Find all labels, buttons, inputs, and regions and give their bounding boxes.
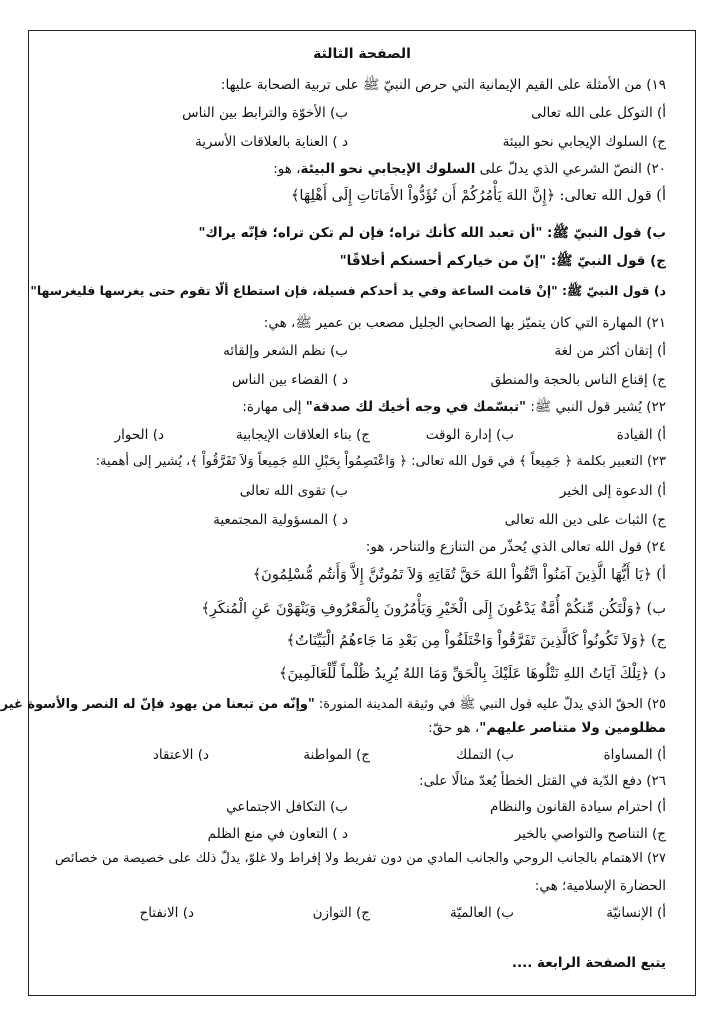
q23-option-d: د ) المسؤولية المجتمعية bbox=[213, 512, 348, 528]
q27-option-a: أ) الإنسانيّة bbox=[606, 905, 666, 921]
q22-option-d: د) الحوار bbox=[114, 427, 164, 443]
q19-option-b: ب) الأخوّة والترابط بين الناس bbox=[182, 105, 348, 121]
q20-option-c: ج) قول النبيّ ﷺ: "إنّ من خياركم أحسنكم أخلاقًا" bbox=[339, 253, 666, 269]
q25-stem-b: ، هو حقّ: bbox=[428, 720, 480, 736]
q26-option-c: ج) التناصح والتواصي بالخير bbox=[514, 826, 666, 842]
q23-option-b: ب) تقوى الله تعالى bbox=[239, 483, 348, 499]
q23-stem: ٢٣) التعبير بكلمة ﴿ جَمِيعاً ﴾ في قول الله تعالى: ﴿ وَاعْتَصِمُواْ بِحَبْلِ اللهِ جَمِيعاً وَلاَ تَفَرَّقُواْ ﴾، يُشير إلى أهمية: bbox=[95, 454, 666, 469]
q27-option-b: ب) العالميّة bbox=[450, 905, 514, 921]
q21-stem: ٢١) المهارة التي كان يتميّز بها الصحابي الجليل مصعب بن عمير ﷺ، هي: bbox=[263, 315, 666, 331]
q25-stem-line1 bbox=[0, 696, 666, 714]
q25-stem-line2 bbox=[46, 719, 666, 737]
q19-option-d: د ) العناية بالعلاقات الأسرية bbox=[194, 134, 348, 150]
q25-option-b: ب) التملك bbox=[456, 747, 514, 763]
q27-option-c: ج) التوازن bbox=[312, 905, 370, 921]
q21-option-b: ب) نظم الشعر وإلقائه bbox=[223, 343, 348, 359]
q25-option-a: أ) المساواة bbox=[603, 747, 666, 763]
q19-option-a: أ) التوكل على الله تعالى bbox=[531, 105, 666, 121]
q25-stem-bold: "وإنّه من تبعنا من يهود فإنّ له النصر والأسوة غير bbox=[0, 697, 315, 712]
q22-stem-b: إلى مهارة: bbox=[242, 399, 302, 415]
q25-option-c: ج) المواطنة bbox=[303, 747, 370, 763]
q24-stem: ٢٤) قول الله تعالى الذي يُحذّر من التنازع والتناحر، هو: bbox=[365, 539, 666, 555]
q27-stem-line2: الحضارة الإسلامية؛ هي: bbox=[534, 878, 666, 894]
q26-option-a: أ) احترام سيادة القانون والنظام bbox=[490, 799, 666, 815]
q22-stem bbox=[46, 398, 666, 416]
q20-option-b: ب) قول النبيّ ﷺ: "أن تعبد الله كأنك تراه؛ فإن لم تكن تراه؛ فإنّه يراك" bbox=[198, 225, 666, 241]
q21-option-a: أ) إتقان أكثر من لغة bbox=[554, 343, 666, 359]
q24-option-c: ج) ﴿وَلاَ تَكُونُواْ كَالَّذِينَ تَفَرَّقُواْ وَاخْتَلَفُواْ مِن بَعْدِ مَا جَاءهُمُ الْبَيِّنَاتُ﴾ bbox=[286, 633, 666, 649]
q24-option-b: ب) ﴿وَلْتَكُن مِّنكُمْ أُمَّةٌ يَدْعُونَ إِلَى الْخَيْرِ وَيَأْمُرُونَ بِالْمَعْرُوفِ وَيَنْهَوْنَ عَنِ الْمُنكَرِ﴾ bbox=[201, 601, 666, 617]
q22-option-c: ج) بناء العلاقات الإيجابية bbox=[236, 427, 370, 443]
q27-option-d: د) الانفتاح bbox=[139, 905, 194, 921]
q20-stem-b: ، هو: bbox=[273, 161, 301, 177]
q19-option-c: ج) السلوك الإيجابي نحو البيئة bbox=[502, 134, 666, 150]
q20-stem-bold: السلوك الإيجابي نحو البيئة bbox=[300, 161, 476, 177]
page-title: الصفحة الثالثة bbox=[313, 46, 411, 62]
q26-option-d: د ) التعاون في منع الظلم bbox=[207, 826, 348, 842]
q21-option-c: ج) إقناع الناس بالحجة والمنطق bbox=[490, 372, 666, 388]
page-footer: يتبع الصفحة الرابعة .... bbox=[511, 955, 666, 971]
q25-stem-bold2: مظلومين ولا متناصر عليهم" bbox=[479, 720, 666, 736]
q19-stem: ١٩) من الأمثلة على القيم الإيمانية التي حرص النبيّ ﷺ على تربية الصحابة عليها: bbox=[220, 77, 666, 93]
q20-option-a: أ) قول الله تعالى: ﴿إِنَّ اللهَ يَأْمُرُكُمْ أَن تُؤَدُّواْ الأَمَانَاتِ إِلَى أَهْلِهَا﴾ bbox=[290, 188, 666, 204]
q22-option-a: أ) القيادة bbox=[616, 427, 666, 443]
q22-stem-bold: "تبسّمك في وجه أخيك لك صدقة" bbox=[305, 399, 527, 415]
q24-option-a: أ) ﴿يَا أَيُّهَا الَّذِينَ آمَنُواْ اتَّقُواْ اللهَ حَقَّ تُقَاتِهِ وَلاَ تَمُوتُنَّ إِلاَّ وَأَنتُم مُّسْلِمُونَ﴾ bbox=[252, 567, 666, 583]
q25-stem-a: ٢٥) الحقّ الذي يدلّ عليه قول النبي ﷺ في وثيقة المدينة المنورة: bbox=[318, 697, 666, 712]
q26-stem: ٢٦) دفع الدّية في القتل الخطأ يُعدّ مثالًا على: bbox=[419, 773, 666, 789]
q23-option-c: ج) الثبات على دين الله تعالى bbox=[504, 512, 666, 528]
q20-stem-a: ٢٠) النصّ الشرعي الذي يدلّ على bbox=[479, 161, 666, 177]
q27-stem-line1: ٢٧) الاهتمام بالجانب الروحي والجانب المادي من دون تفريط ولا إفراط ولا غلوّ، يدلّ ذلك على خصيصة من خصائص bbox=[55, 851, 666, 866]
q24-option-d: د) ﴿تِلْكَ آيَاتُ اللهِ نَتْلُوهَا عَلَيْكَ بِالْحَقِّ وَمَا اللهُ يُرِيدُ ظُلْماً لِّلْعَالَمِينَ﴾ bbox=[278, 666, 666, 682]
q20-option-d: د) قول النبيّ ﷺ: "إنْ قامت الساعة وفي يد أحدكم فسيلة، فإن استطاع ألّا تقوم حتى يغرسها فليغرسها" bbox=[30, 283, 666, 298]
q26-option-b: ب) التكافل الاجتماعي bbox=[226, 799, 348, 815]
q21-option-d: د ) القضاء بين الناس bbox=[232, 372, 348, 388]
q22-option-b: ب) إدارة الوقت bbox=[425, 427, 514, 443]
q23-option-a: أ) الدعوة إلى الخير bbox=[559, 483, 666, 499]
q22-stem-a: ٢٢) يُشير قول النبي ﷺ: bbox=[530, 399, 666, 415]
q20-stem bbox=[46, 160, 666, 178]
q25-option-d: د) الاعتقاد bbox=[152, 747, 209, 763]
